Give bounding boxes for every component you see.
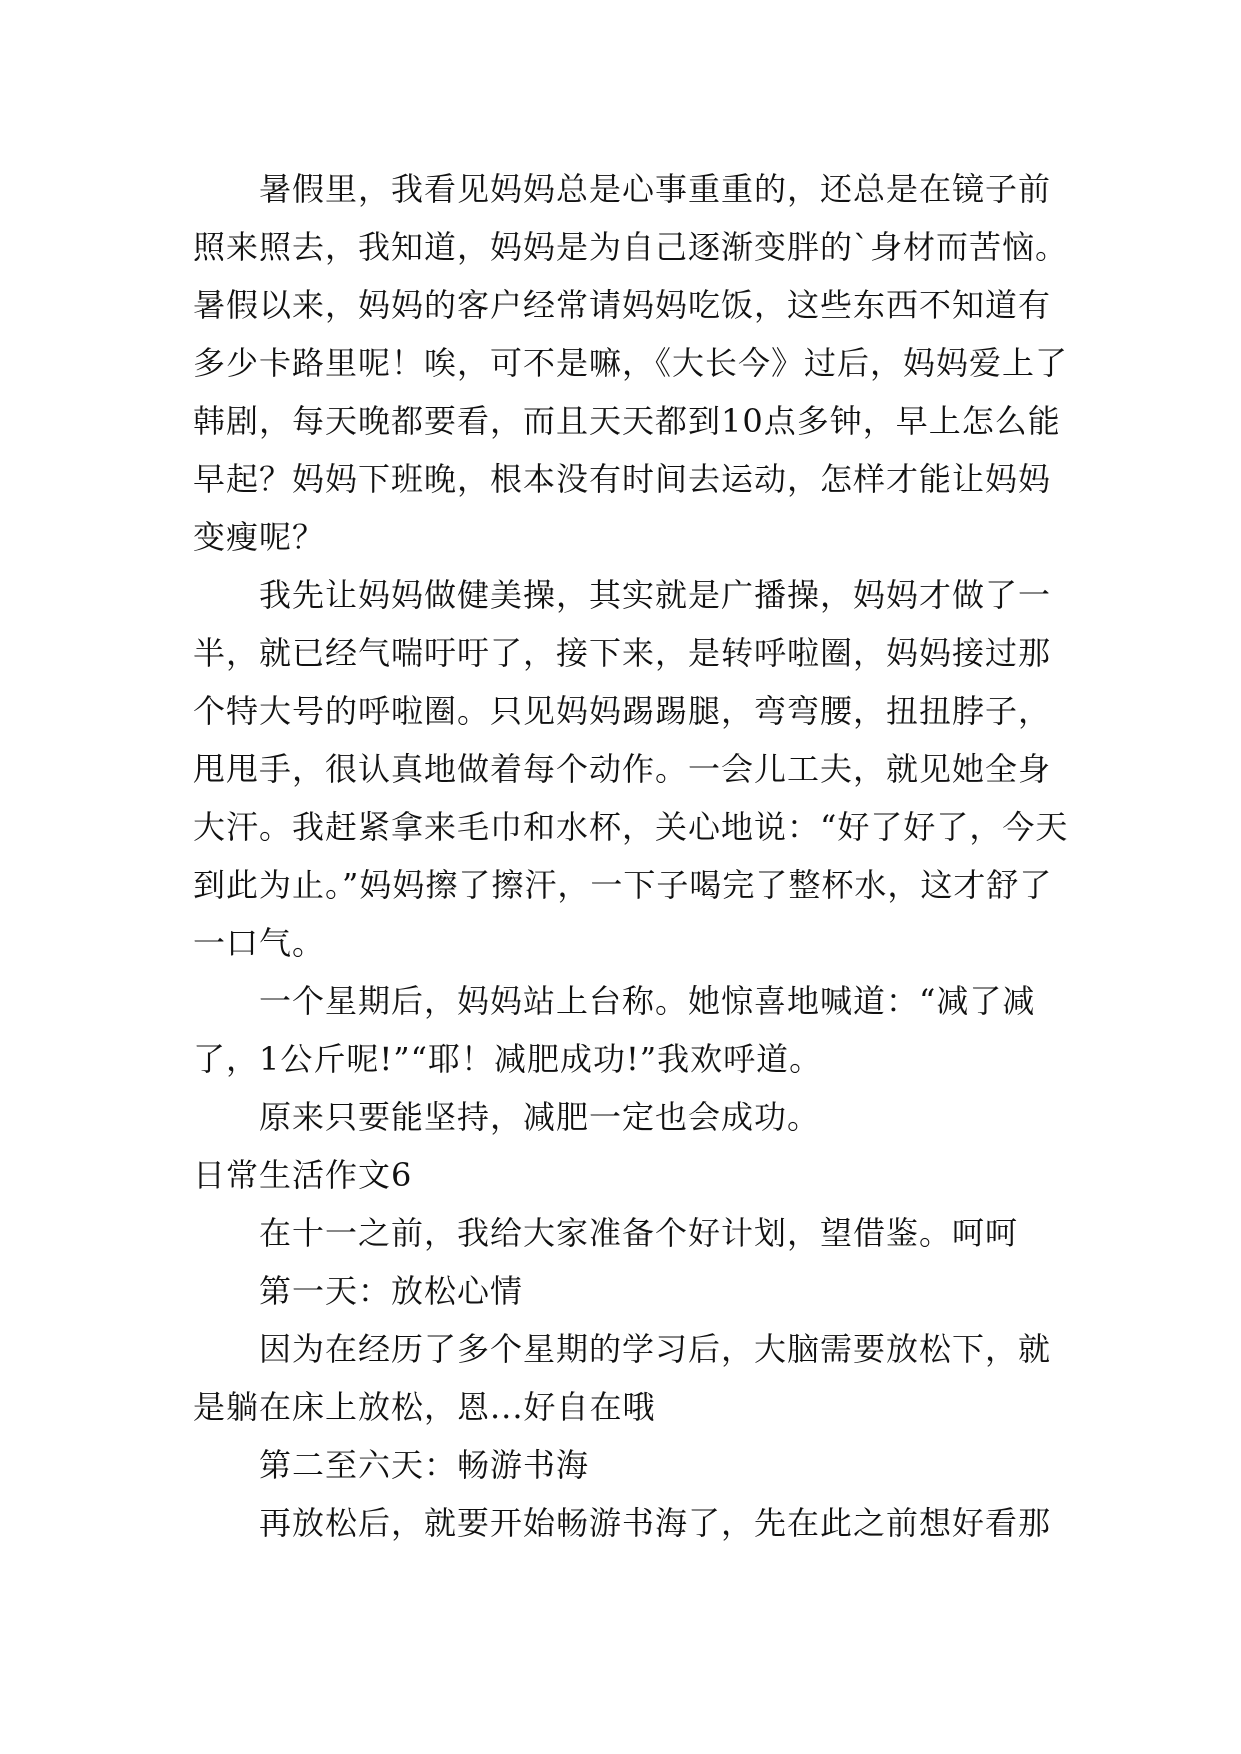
paragraph: 原来只要能坚持，减肥一定也会成功。 — [259, 1098, 821, 1136]
paragraph: 再放松后，就要开始畅游书海了，先在此之前想好看那 — [259, 1504, 1052, 1542]
paragraph: 我先让妈妈做健美操，其实就是广播操，妈妈才做了一半，就已经气喘吁吁了，接下来，是转呼啦圈，妈妈接过那个特大号的呼啦圈。只见妈妈踢踢腿，弯弯腰，扭扭脖子，甩甩手，很认真地做着每个动作。一会儿工夫，就见她全身大汗。我赶紧拿来毛巾和水杯，关心地说：“好了好了，今天到此为止。”妈妈擦了擦汗，一下子喝完了整杯水，这才舒了一口气。 — [193, 576, 1069, 962]
paragraph: 一个星期后，妈妈站上台称。她惊喜地喊道：“减了减了，1公斤呢!”“耶！减肥成功!”我欢呼道。 — [193, 982, 1036, 1078]
paragraph: 暑假里，我看见妈妈总是心事重重的，还总是在镜子前照来照去，我知道，妈妈是为自己逐渐变胖的`身材而苦恼。暑假以来，妈妈的客户经常请妈妈吃饭，这些东西不知道有多少卡路里呢！唉，可不是嘛，《大长今》过后，妈妈爱上了韩剧，每天晚都要看，而且天天都到10点多钟，早上怎么能早起？妈妈下班晚，根本没有时间去运动，怎样才能让妈妈变瘦呢？ — [193, 170, 1069, 556]
section-title: 日常生活作文6 — [193, 1156, 413, 1194]
paragraph: 第二至六天：畅游书海 — [259, 1446, 590, 1484]
paragraph: 因为在经历了多个星期的学习后，大脑需要放松下，就是躺在床上放松，恩...好自在哦 — [193, 1330, 1052, 1426]
paragraph: 在十一之前，我给大家准备个好计划，望借鉴。呵呵 — [259, 1214, 1019, 1252]
paragraph: 第一天：放松心情 — [259, 1272, 524, 1310]
document-body — [193, 160, 1073, 1552]
